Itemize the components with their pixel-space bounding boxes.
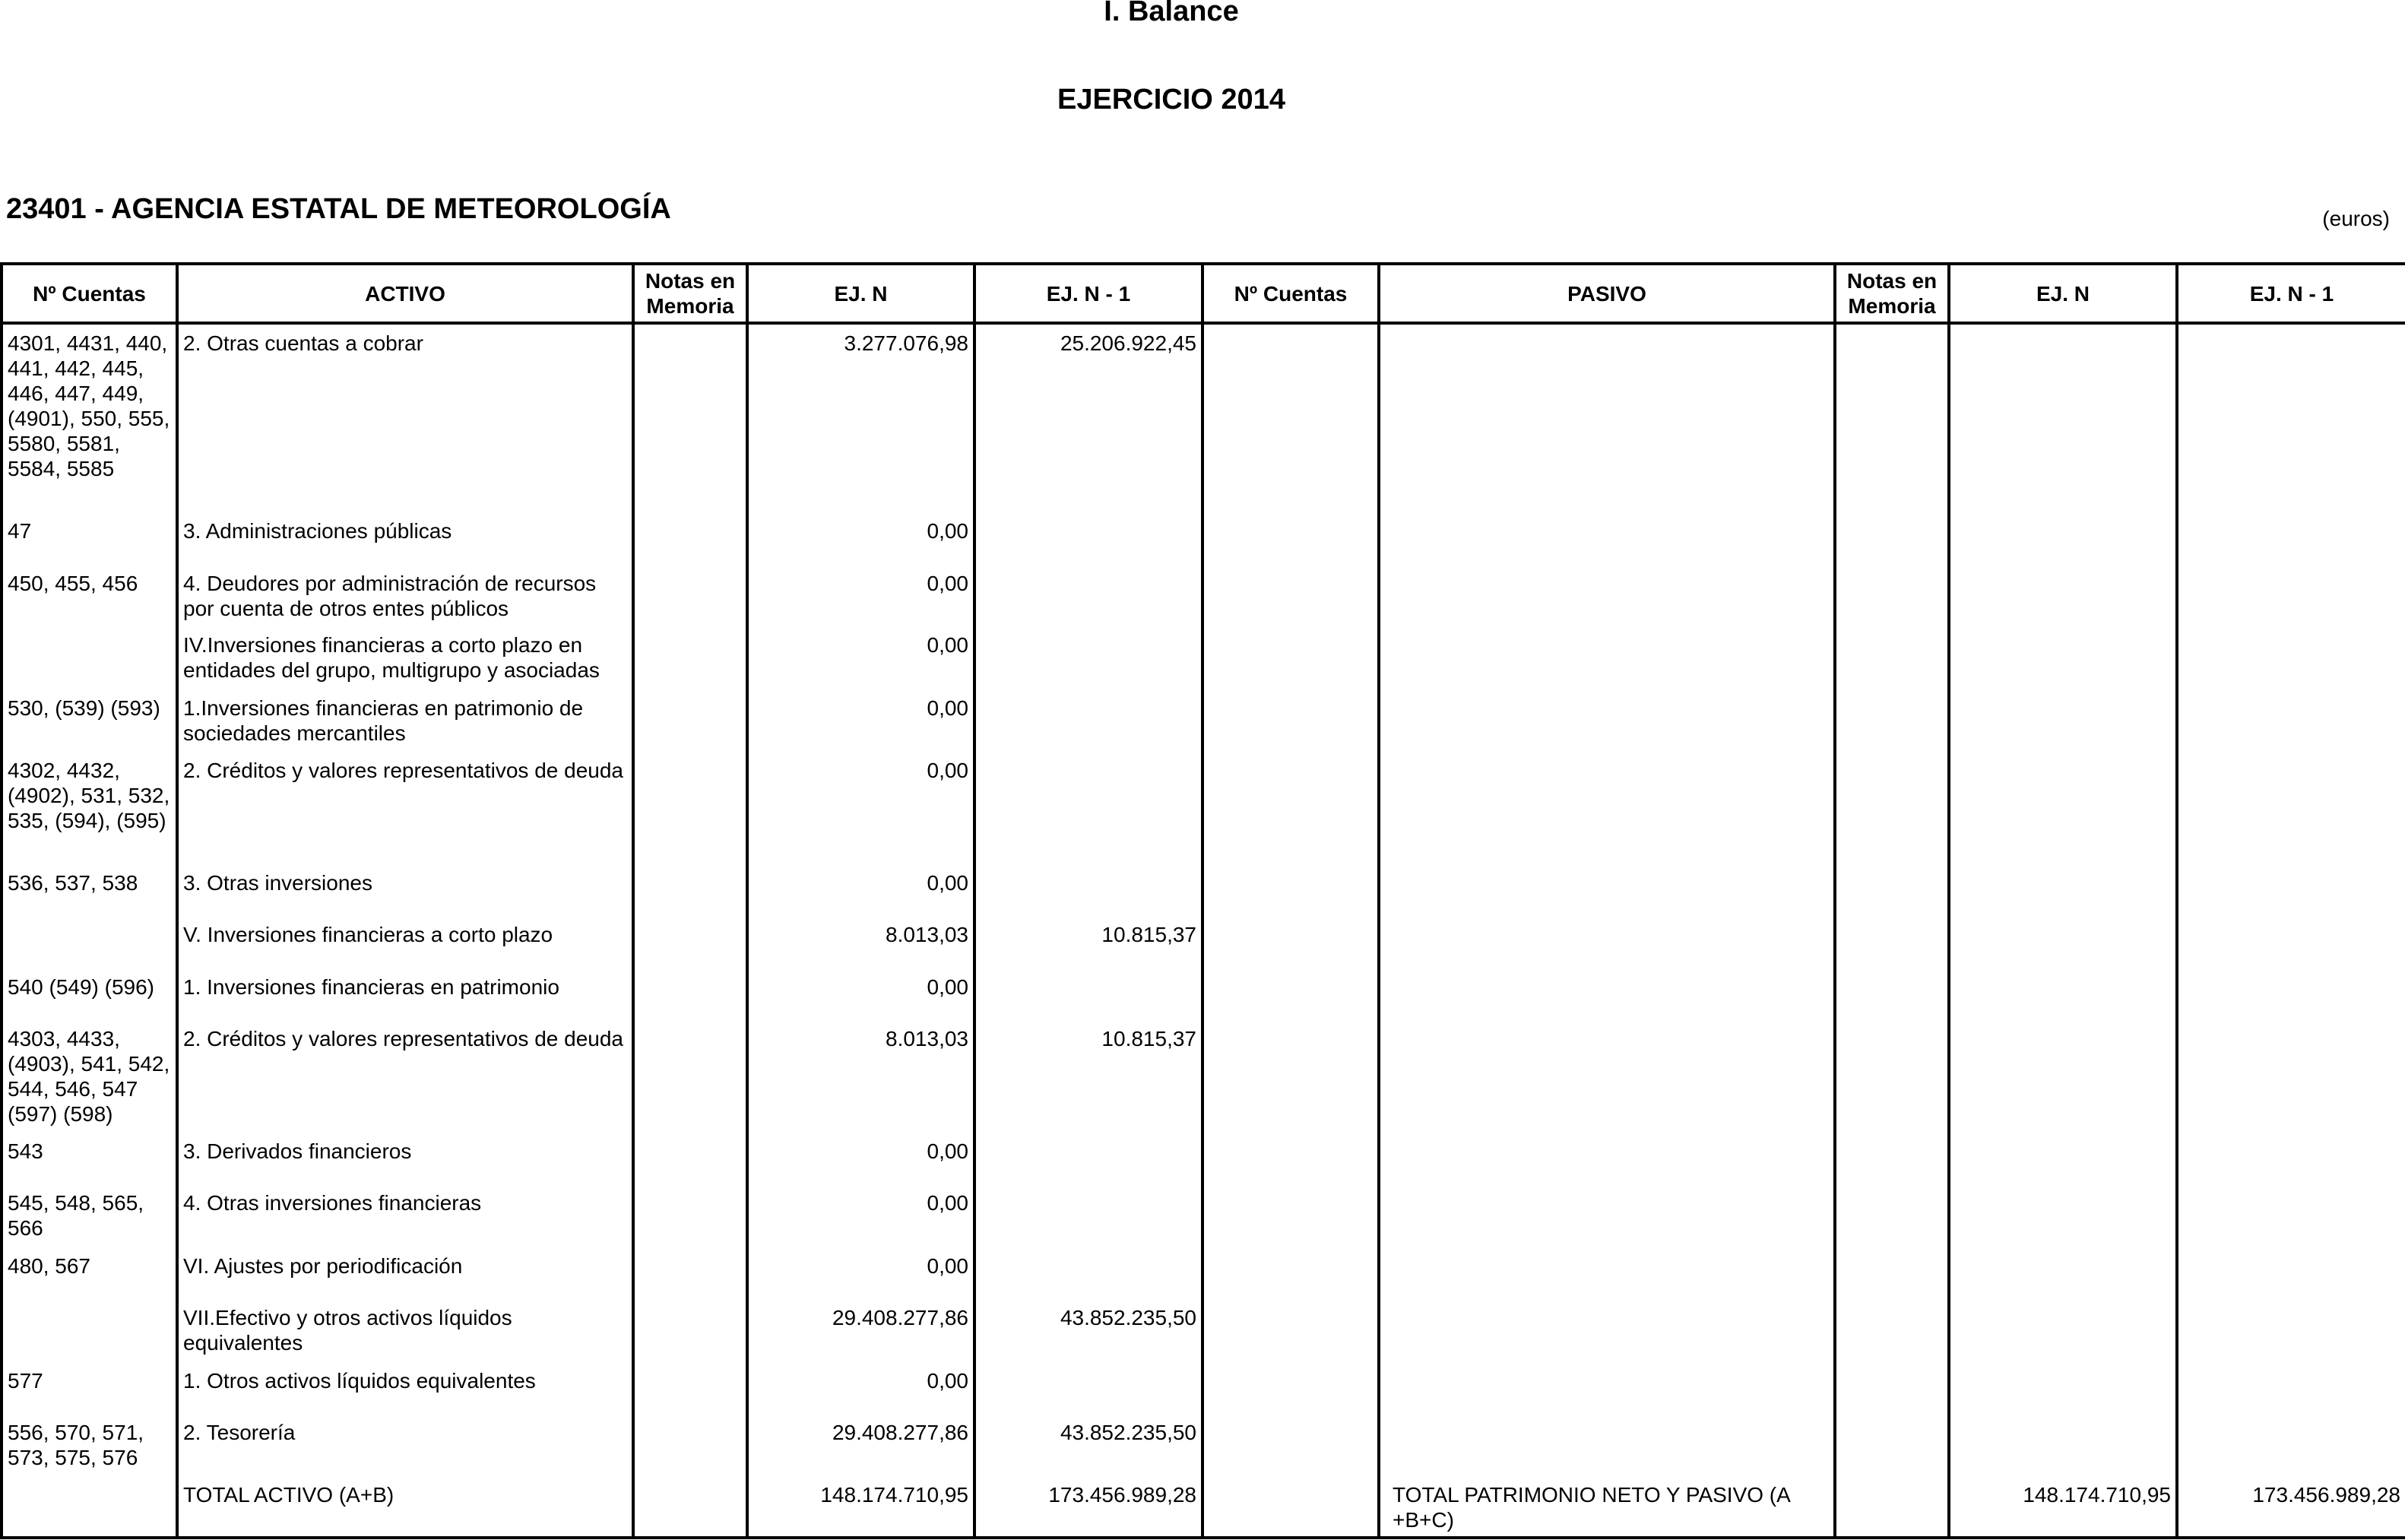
pasivo-empty-cell: [1835, 1247, 1949, 1299]
notas-cell: [633, 1133, 747, 1184]
pasivo-empty-cell: [1835, 1414, 1949, 1476]
pasivo-empty-cell: [1835, 916, 1949, 968]
pasivo-empty-cell: [1949, 323, 2177, 512]
ejn1-cell: [974, 752, 1202, 864]
pasivo-empty-cell: [1835, 626, 1949, 689]
pasivo-empty-cell: [1379, 565, 1835, 626]
col-header-activo: ACTIVO: [177, 264, 633, 323]
col-header-ejn1-activo: EJ. N - 1: [974, 264, 1202, 323]
activo-concept-cell: 3. Administraciones públicas: [177, 512, 633, 564]
balance-table: [0, 262, 2405, 1539]
table-row: [2, 1184, 2405, 1247]
pasivo-empty-cell: [2177, 1414, 2405, 1476]
notas-cell: [633, 1247, 747, 1299]
activo-concept-cell: 2. Créditos y valores representativos de deuda: [177, 752, 633, 864]
ejn1-cell: [974, 565, 1202, 626]
pasivo-empty-cell: [1379, 1133, 1835, 1184]
pasivo-empty-cell: [1835, 689, 1949, 752]
pasivo-empty-cell: [1835, 752, 1949, 864]
pasivo-empty-cell: [1835, 1299, 1949, 1361]
activo-concept-cell: 2. Créditos y valores representativos de deuda: [177, 1020, 633, 1133]
pasivo-empty-cell: [1949, 565, 2177, 626]
ejn1-cell: [974, 626, 1202, 689]
pasivo-empty-cell: [1379, 323, 1835, 512]
activo-concept-cell: 1. Otros activos líquidos equivalentes: [177, 1362, 633, 1414]
notas-cell: [633, 1299, 747, 1361]
table-row: [2, 626, 2405, 689]
notas-cell: [633, 323, 747, 512]
pasivo-empty-cell: [1379, 1184, 1835, 1247]
pasivo-empty-cell: [1379, 689, 1835, 752]
pasivo-empty-cell: [1202, 626, 1379, 689]
pasivo-empty-cell: [1202, 1299, 1379, 1361]
table-row: [2, 1020, 2405, 1133]
total-notas-cell: [633, 1476, 747, 1538]
pasivo-empty-cell: [1202, 968, 1379, 1020]
ejn1-cell: [974, 1133, 1202, 1184]
ejn1-cell: [974, 689, 1202, 752]
cuentas-cell: 450, 455, 456: [2, 565, 177, 626]
pasivo-empty-cell: [2177, 1362, 2405, 1414]
total-pasivo-ejn: 148.174.710,95: [1949, 1476, 2177, 1538]
pasivo-empty-cell: [1949, 1133, 2177, 1184]
entity-name: 23401 - AGENCIA ESTATAL DE METEOROLOGÍA: [6, 193, 671, 225]
pasivo-empty-cell: [2177, 512, 2405, 564]
pasivo-empty-cell: [1949, 689, 2177, 752]
cuentas-cell: 540 (549) (596): [2, 968, 177, 1020]
ejn1-cell: 43.852.235,50: [974, 1414, 1202, 1476]
pasivo-empty-cell: [1202, 1362, 1379, 1414]
pasivo-empty-cell: [1379, 1247, 1835, 1299]
pasivo-empty-cell: [1949, 512, 2177, 564]
total-activo-label: TOTAL ACTIVO (A+B): [177, 1476, 633, 1538]
notas-cell: [633, 689, 747, 752]
pasivo-empty-cell: [1379, 626, 1835, 689]
ejn-cell: 0,00: [747, 864, 974, 916]
pasivo-empty-cell: [1949, 626, 2177, 689]
pasivo-empty-cell: [1949, 1184, 2177, 1247]
col-header-notas-pasivo: Notas en Memoria: [1835, 264, 1949, 323]
col-header-cuentas-pasivo: Nº Cuentas: [1202, 264, 1379, 323]
pasivo-empty-cell: [1379, 1299, 1835, 1361]
pasivo-empty-cell: [1202, 1247, 1379, 1299]
pasivo-empty-cell: [2177, 752, 2405, 864]
pasivo-empty-cell: [1202, 1020, 1379, 1133]
ejn1-cell: 25.206.922,45: [974, 323, 1202, 512]
table-row: [2, 1414, 2405, 1476]
pasivo-empty-cell: [2177, 1299, 2405, 1361]
pasivo-empty-cell: [2177, 1133, 2405, 1184]
cuentas-cell: 480, 567: [2, 1247, 177, 1299]
pasivo-empty-cell: [1835, 1184, 1949, 1247]
pasivo-empty-cell: [1379, 968, 1835, 1020]
notas-cell: [633, 1020, 747, 1133]
pasivo-empty-cell: [1202, 864, 1379, 916]
table-row: [2, 512, 2405, 564]
notas-cell: [633, 626, 747, 689]
pasivo-empty-cell: [1202, 1184, 1379, 1247]
pasivo-empty-cell: [2177, 1020, 2405, 1133]
pasivo-empty-cell: [2177, 626, 2405, 689]
notas-cell: [633, 1184, 747, 1247]
units-label: (euros): [2322, 207, 2390, 230]
page-subtitle: EJERCICIO 2014: [1057, 84, 1285, 116]
pasivo-empty-cell: [1949, 1020, 2177, 1133]
pasivo-empty-cell: [1379, 916, 1835, 968]
activo-concept-cell: 2. Otras cuentas a cobrar: [177, 323, 633, 512]
cuentas-cell: 530, (539) (593): [2, 689, 177, 752]
pasivo-empty-cell: [1949, 1414, 2177, 1476]
cuentas-cell: 543: [2, 1133, 177, 1184]
activo-concept-cell: 2. Tesorería: [177, 1414, 633, 1476]
pasivo-empty-cell: [1379, 1020, 1835, 1133]
pasivo-empty-cell: [2177, 1184, 2405, 1247]
pasivo-empty-cell: [1202, 1414, 1379, 1476]
cuentas-cell: 536, 537, 538: [2, 864, 177, 916]
notas-cell: [633, 512, 747, 564]
pasivo-empty-cell: [1835, 864, 1949, 916]
ejn1-cell: [974, 864, 1202, 916]
col-header-ejn-pasivo: EJ. N: [1949, 264, 2177, 323]
cuentas-cell: 556, 570, 571, 573, 575, 576: [2, 1414, 177, 1476]
pasivo-empty-cell: [1949, 752, 2177, 864]
pasivo-empty-cell: [1379, 752, 1835, 864]
pasivo-empty-cell: [1835, 565, 1949, 626]
notas-cell: [633, 1362, 747, 1414]
pasivo-empty-cell: [1202, 512, 1379, 564]
ejn-cell: 0,00: [747, 1247, 974, 1299]
table-row: [2, 1299, 2405, 1361]
pasivo-empty-cell: [2177, 864, 2405, 916]
ejn1-cell: [974, 968, 1202, 1020]
activo-concept-cell: 4. Deudores por administración de recursos por cuenta de otros entes públicos: [177, 565, 633, 626]
cuentas-cell: 545, 548, 565, 566: [2, 1184, 177, 1247]
pasivo-empty-cell: [1202, 323, 1379, 512]
ejn1-cell: [974, 1184, 1202, 1247]
pasivo-empty-cell: [1202, 689, 1379, 752]
pasivo-empty-cell: [1835, 1133, 1949, 1184]
ejn-cell: 0,00: [747, 689, 974, 752]
col-header-notas-activo: Notas en Memoria: [633, 264, 747, 323]
notas-cell: [633, 864, 747, 916]
cuentas-cell: 4301, 4431, 440, 441, 442, 445, 446, 447, 449, (4901), 550, 555, 5580, 5581, 5584, 5585: [2, 323, 177, 512]
table-row: [2, 1362, 2405, 1414]
pasivo-empty-cell: [1949, 1299, 2177, 1361]
activo-concept-cell: VII.Efectivo y otros activos líquidos equivalentes: [177, 1299, 633, 1361]
col-header-ejn-activo: EJ. N: [747, 264, 974, 323]
pasivo-empty-cell: [2177, 323, 2405, 512]
activo-concept-cell: 4. Otras inversiones financieras: [177, 1184, 633, 1247]
ejn-cell: 0,00: [747, 626, 974, 689]
activo-concept-cell: 1.Inversiones financieras en patrimonio de sociedades mercantiles: [177, 689, 633, 752]
col-header-ejn1-pasivo: EJ. N - 1: [2177, 264, 2405, 323]
notas-cell: [633, 1414, 747, 1476]
pasivo-empty-cell: [2177, 565, 2405, 626]
total-notas-pasivo-cell: [1835, 1476, 1949, 1538]
col-header-pasivo: PASIVO: [1379, 264, 1835, 323]
ejn1-cell: 43.852.235,50: [974, 1299, 1202, 1361]
ejn1-cell: [974, 512, 1202, 564]
activo-concept-cell: 1. Inversiones financieras en patrimonio: [177, 968, 633, 1020]
ejn-cell: 8.013,03: [747, 916, 974, 968]
pasivo-empty-cell: [1202, 916, 1379, 968]
pasivo-empty-cell: [1379, 512, 1835, 564]
table-row: [2, 323, 2405, 512]
pasivo-empty-cell: [1949, 968, 2177, 1020]
cuentas-cell: [2, 916, 177, 968]
ejn1-cell: 10.815,37: [974, 916, 1202, 968]
pasivo-empty-cell: [2177, 1247, 2405, 1299]
table-row: [2, 916, 2405, 968]
activo-concept-cell: 3. Derivados financieros: [177, 1133, 633, 1184]
ejn1-cell: [974, 1247, 1202, 1299]
ejn-cell: 0,00: [747, 1184, 974, 1247]
ejn-cell: 0,00: [747, 512, 974, 564]
pasivo-empty-cell: [1835, 512, 1949, 564]
table-header-row: [2, 264, 2405, 323]
activo-concept-cell: V. Inversiones financieras a corto plazo: [177, 916, 633, 968]
cuentas-cell: 4303, 4433, (4903), 541, 542, 544, 546, 547 (597) (598): [2, 1020, 177, 1133]
pasivo-empty-cell: [1379, 864, 1835, 916]
notas-cell: [633, 968, 747, 1020]
cuentas-cell: 4302, 4432, (4902), 531, 532, 535, (594), (595): [2, 752, 177, 864]
total-activo-ejn: 148.174.710,95: [747, 1476, 974, 1538]
total-pasivo-label: TOTAL PATRIMONIO NETO Y PASIVO (A +B+C): [1379, 1476, 1835, 1538]
pasivo-empty-cell: [1379, 1362, 1835, 1414]
total-cuentas-pasivo-cell: [1202, 1476, 1379, 1538]
cuentas-cell: [2, 1299, 177, 1361]
pasivo-empty-cell: [1835, 323, 1949, 512]
pasivo-empty-cell: [1202, 565, 1379, 626]
pasivo-empty-cell: [1949, 916, 2177, 968]
notas-cell: [633, 565, 747, 626]
ejn-cell: 0,00: [747, 968, 974, 1020]
pasivo-empty-cell: [2177, 916, 2405, 968]
table-row: [2, 752, 2405, 864]
pasivo-empty-cell: [1949, 1247, 2177, 1299]
pasivo-empty-cell: [1202, 752, 1379, 864]
table-row: [2, 1247, 2405, 1299]
ejn-cell: 3.277.076,98: [747, 323, 974, 512]
notas-cell: [633, 752, 747, 864]
ejn-cell: 0,00: [747, 752, 974, 864]
total-row: [2, 1476, 2405, 1538]
ejn-cell: 29.408.277,86: [747, 1299, 974, 1361]
total-activo-ejn1: 173.456.989,28: [974, 1476, 1202, 1538]
pasivo-empty-cell: [1949, 1362, 2177, 1414]
total-pasivo-ejn1: 173.456.989,28: [2177, 1476, 2405, 1538]
ejn-cell: 0,00: [747, 1362, 974, 1414]
activo-concept-cell: IV.Inversiones financieras a corto plazo en entidades del grupo, multigrupo y asociadas: [177, 626, 633, 689]
table-row: [2, 864, 2405, 916]
pasivo-empty-cell: [1835, 1362, 1949, 1414]
table-row: [2, 689, 2405, 752]
activo-concept-cell: 3. Otras inversiones: [177, 864, 633, 916]
pasivo-empty-cell: [2177, 689, 2405, 752]
pasivo-empty-cell: [1202, 1133, 1379, 1184]
col-header-cuentas-activo: Nº Cuentas: [2, 264, 177, 323]
cuentas-cell: 577: [2, 1362, 177, 1414]
cuentas-cell: 47: [2, 512, 177, 564]
activo-concept-cell: VI. Ajustes por periodificación: [177, 1247, 633, 1299]
ejn1-cell: [974, 1362, 1202, 1414]
ejn-cell: 29.408.277,86: [747, 1414, 974, 1476]
table-row: [2, 968, 2405, 1020]
total-cuentas-cell: [2, 1476, 177, 1538]
ejn1-cell: 10.815,37: [974, 1020, 1202, 1133]
page-title: I. Balance: [1104, 0, 1239, 27]
pasivo-empty-cell: [1949, 864, 2177, 916]
ejn-cell: 8.013,03: [747, 1020, 974, 1133]
pasivo-empty-cell: [2177, 968, 2405, 1020]
notas-cell: [633, 916, 747, 968]
cuentas-cell: [2, 626, 177, 689]
ejn-cell: 0,00: [747, 565, 974, 626]
pasivo-empty-cell: [1835, 968, 1949, 1020]
ejn-cell: 0,00: [747, 1133, 974, 1184]
table-row: [2, 565, 2405, 626]
pasivo-empty-cell: [1379, 1414, 1835, 1476]
pasivo-empty-cell: [1835, 1020, 1949, 1133]
table-row: [2, 1133, 2405, 1184]
